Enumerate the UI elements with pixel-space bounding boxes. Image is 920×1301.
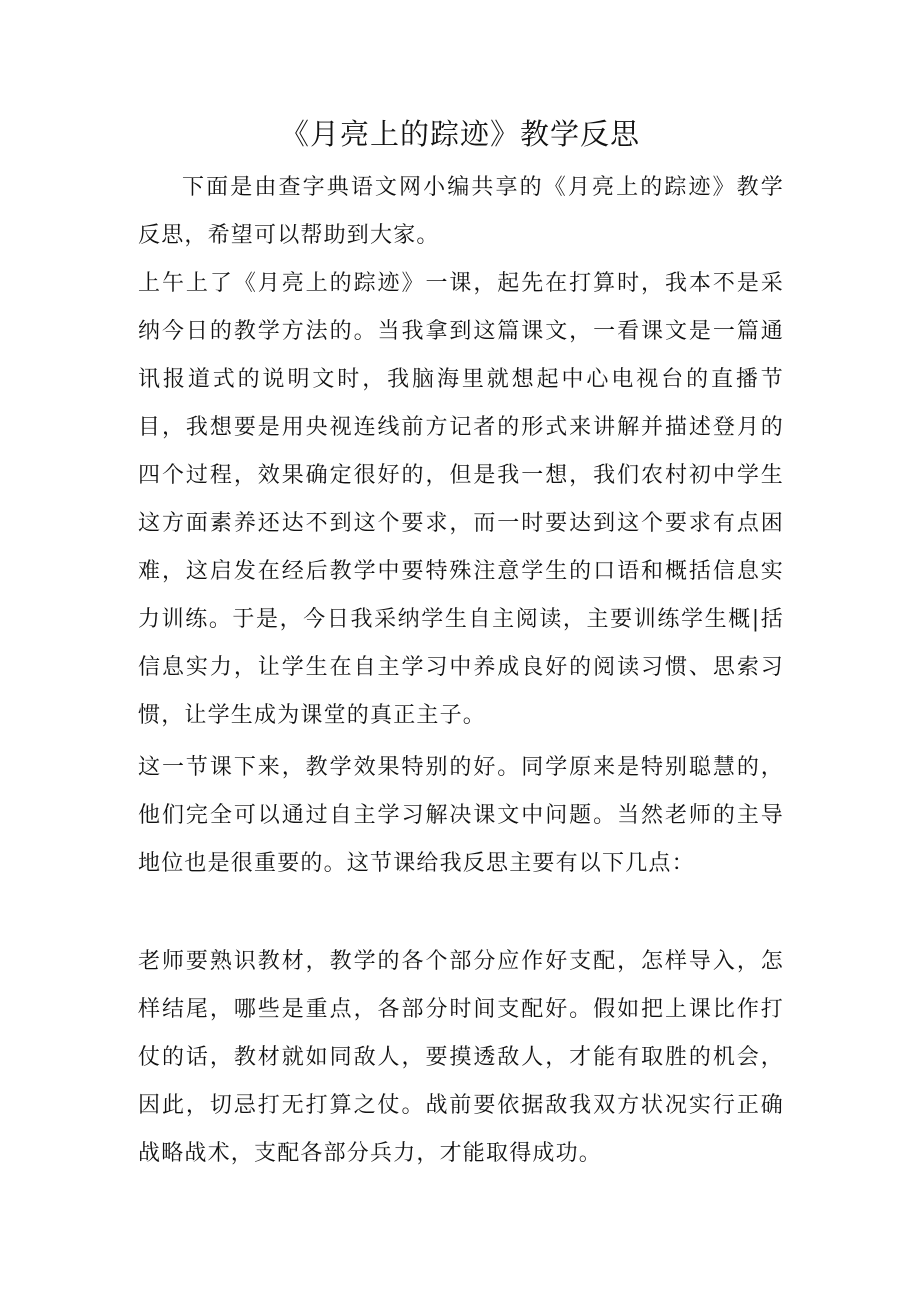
body-paragraph-3: 老师要熟识教材，教学的各个部分应作好支配，怎样导入，怎样结尾，哪些是重点，各部分时间支配好。假如把上课比作打仗的话，教材就如同敌人，要摸透敌人，才能有取胜的机会，因此，切忌打无打算之仗。战前要依据敌我双方状况实行正确战略战术，支配各部分兵力，才能取得成功。	[138, 949, 784, 1166]
body-paragraph-1: 上午上了《月亮上的踪迹》一课，起先在打算时，我本不是采纳今日的教学方法的。当我拿到这篇课文，一看课文是一篇通讯报道式的说明文时，我脑海里就想起中心电视台的直播节目，我想要是用央视连线前方记者的形式来讲解并描述登月的四个过程，效果确定很好的，但是我一想，我们农村初中学生这方面素养还达不到这个要求，而一时要达到这个要求有点困难，这启发在经后教学中要特殊注意学生的口语和概括信息实力训练。于是，今日我采纳学生自主阅读，主要训练学生概|括信息实力，让学生在自主学习中养成良好的阅读习惯、思索习惯，让学生成为课堂的真正主子。	[138, 271, 784, 728]
body-paragraph-2: 这一节课下来，教学效果特别的好。同学原来是特别聪慧的，他们完全可以通过自主学习解决课文中问题。当然老师的主导地位也是很重要的。这节课给我反思主要有以下几点：	[138, 755, 784, 876]
document-title: 《月亮上的踪迹》教学反思	[279, 117, 640, 151]
intro-paragraph: 下面是由查字典语文网小编共享的《月亮上的踪迹》教学反思，希望可以帮助到大家。	[138, 175, 784, 248]
